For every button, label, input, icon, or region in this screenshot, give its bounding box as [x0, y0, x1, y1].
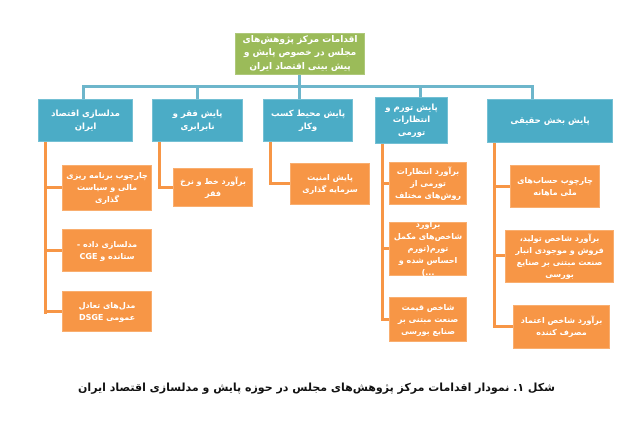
child-node: برآورد خط و نرخ فقر [173, 168, 253, 207]
connector-elbow-col1-3 [44, 310, 62, 313]
connector-elbow-col1-1 [44, 186, 62, 189]
child-node: چارچوب برنامه ریزی مالی و سیاست گذاری [62, 165, 152, 211]
connector-stub-branch-1 [82, 85, 85, 100]
connector-elbow-col4-3 [381, 318, 389, 321]
child-node: برآورد انتظارات تورمی از روش‌های مختلف [389, 162, 467, 205]
connector-trunk-col3 [269, 142, 272, 185]
connector-bus [82, 85, 534, 88]
connector-trunk-col4 [381, 144, 384, 321]
figure-caption: شکل ۱. نمودار اقدامات مرکز پژوهش‌های مجلس در حوزه پایش و مدلسازی اقتصاد ایران [78, 381, 555, 394]
connector-elbow-col4-1 [381, 182, 389, 185]
connector-elbow-col2-1 [158, 186, 173, 189]
root-node: اقدامات مرکز پژوهش‌های مجلس در خصوص پایش و پیش بینی اقتصاد ایران [235, 33, 365, 75]
connector-elbow-col5-2 [493, 254, 505, 257]
connector-trunk-col5 [493, 143, 496, 328]
connector-elbow-col1-2 [44, 249, 62, 252]
child-node: چارچوب حساب‌های ملی ماهانه [510, 165, 600, 208]
branch-node-business-environment: پایش محیط کسب وکار [263, 99, 353, 142]
branch-node-modeling: مدلسازی اقتصاد ایران [38, 99, 133, 142]
branch-node-poverty: پایش فقر و نابرابری [152, 99, 243, 142]
branch-node-inflation: پایش تورم و انتظارات تورمی [375, 97, 448, 144]
connector-elbow-col5-3 [493, 325, 513, 328]
connector-stub-branch-5 [531, 85, 534, 100]
connector-trunk-col2 [158, 142, 161, 189]
child-node: برآورد شاخص اعتماد مصرف کننده [513, 305, 610, 349]
child-node: مدل‌های تعادل عمومی DSGE [62, 291, 152, 332]
child-node: برآورد شاخص تولید، فروش و موجودی انبار صنعت مبتنی بر صنایع بورسی [505, 230, 614, 283]
connector-stub-branch-2 [196, 85, 199, 100]
connector-trunk-col1 [44, 142, 47, 314]
child-node: مدلسازی داده - ستانده و CGE [62, 229, 152, 272]
child-node: شاخص قیمت صنعت مبتنی بر صنایع بورسی [389, 297, 467, 342]
connector-elbow-col4-2 [381, 247, 389, 250]
connector-elbow-col5-1 [493, 185, 510, 188]
connector-elbow-col3-1 [269, 182, 290, 185]
child-node: برآورد شاخص‌های مکمل تورم(تورم احساس شده و ...) [389, 222, 467, 276]
branch-node-real-sector: پایش بخش حقیقی [487, 99, 613, 143]
child-node: پایش امنیت سرمایه گذاری [290, 163, 370, 205]
